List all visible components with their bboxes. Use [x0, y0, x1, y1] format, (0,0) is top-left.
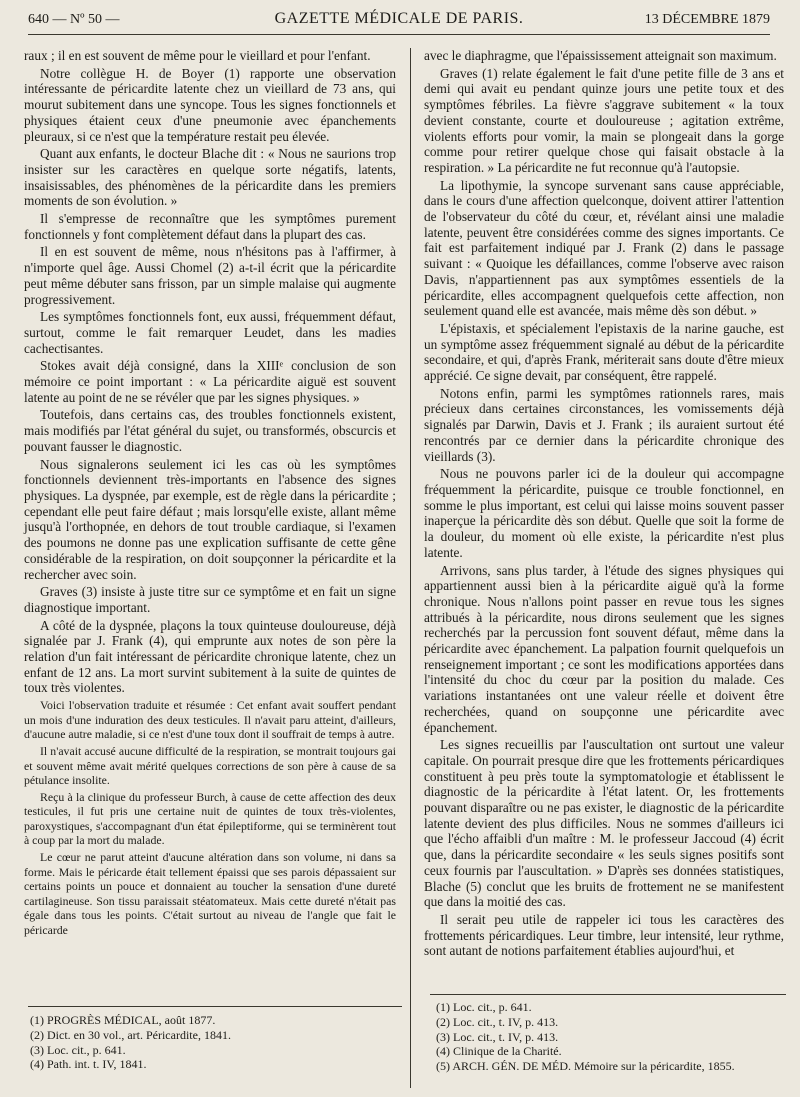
footnote-rule	[430, 994, 786, 995]
right-column	[424, 48, 784, 961]
paragraph: A côté de la dyspnée, plaçons la toux quinteuse douloureuse, déjà signalée par J. Frank (4), qui emprunte aux notes de son père la relation d'un fait intéressant de péricardite chronique latente, chez un enfant de 12 ans. La mort survint subitement à la suite de quintes de toux très violentes.	[24, 617, 396, 696]
paragraph: L'épistaxis, et spécialement l'epistaxis de la narine gauche, est un symptôme assez fréquemment signalé au début de la péricardite secondaire, et qui, d'après Frank, mériterait sans doute d'être mieux apprécié. Ce signe devait, par conséquent, être rappelé.	[424, 320, 784, 384]
paragraph: La lipothymie, la syncope survenant sans cause appréciable, dans le cours d'une affection quelconque, doivent attirer l'attention de l'observateur du côté du cœur, et, révélant ainsi une maladie latente, peuvent être considérées comme des signes importants. Ce fait est parfaitement indiqué par J. Frank (2) dans le passage suivant : « Quoique les défaillances, comme l'observe avec raison Davis, n'appartiennent pas aux symptômes essentiels de la péricardite, elles accompagnent quelquefois cette affection, non seulement quand elle est avancée, mais même dès son début. »	[424, 177, 784, 319]
paragraph: Nous signalerons seulement ici les cas où les symptômes fonctionnels deviennent très-importants en l'absence des signes physiques. La dyspnée, par exemple, est de règle dans la péricardite ; cependant elle peut faire défaut ; mais lorsqu'elle existe, allant même jusqu'à l'orthopnée, en dehors de tout trouble cardiaque, si l'examen des poumons ne donne pas une explication suffisante de cette gêne considérable de la respiration, on doit soupçonner la péricardite et la rechercher avec soin.	[24, 456, 396, 582]
paragraph: Notons enfin, parmi les symptômes rationnels rares, mais précieux dans certaines circonstances, les vomissements déjà signalés par Darwin, Davis et J. Frank ; ils auraient surtout été rencontrés par ce dernier dans la péricardite chronique des vieillards (3).	[424, 385, 784, 464]
paragraph: Arrivons, sans plus tarder, à l'étude des signes physiques qui appartiennent aussi bien à la péricardite aiguë qu'à la forme chronique. Nous n'allons point passer en revue tous les signes attribués à la péricardite, nous dirons seulement que les signes recherchés par la percussion font souvent défaut, même dans la péricardite avec épanchement. La palpation fournit quelquefois un renseignement important ; ce sont les modifications apportées dans l'intensité du choc du cœur par la position du malade. Ces variations instantanées ont une valeur réelle et doivent être recherchées, quand on soupçonne une péricardite avec épanchement.	[424, 562, 784, 735]
paragraph: raux ; il en est souvent de même pour le vieillard et pour l'enfant.	[24, 48, 371, 63]
paragraph: Graves (1) relate également le fait d'une petite fille de 3 ans et demi qui avait eu pendant quinze jours une petite toux et des symptômes fébriles. La fièvre s'aggrave subitement « la toux devient constante, courte et douloureuse ; agitation extrême, violents efforts pour vomir, la main se plongeait dans la gorge comme pour retirer quelque chose qui faisait obstacle à la respiration. » La péricardite ne fut reconnue qu'à l'autopsie.	[424, 65, 784, 175]
paragraph: Il serait peu utile de rappeler ici tous les caractères des frottements péricardiques. Leur timbre, leur intensité, leur rythme, sont autant de notions parfaitement établies aujourd'hui, et	[424, 911, 784, 959]
footnote: (1) Loc. cit., p. 641.	[436, 1000, 532, 1014]
footnote-rule	[28, 1006, 402, 1007]
footnote: (3) Loc. cit., p. 641.	[30, 1042, 126, 1057]
footnote: (3) Loc. cit., t. IV, p. 413.	[436, 1029, 559, 1044]
page-number: 640 — Nº 50 —	[28, 12, 120, 27]
column-divider	[410, 48, 411, 1088]
journal-title: GAZETTE MÉDICALE DE PARIS.	[274, 10, 524, 27]
footnote: (4) Path. int. t. IV, 1841.	[30, 1057, 147, 1072]
paragraph: Toutefois, dans certains cas, des troubles fonctionnels existent, mais modifiés par l'état général du sujet, ou transformés, obscurcis et pouvant fausser le diagnostic.	[24, 407, 396, 454]
observation-paragraph: Reçu à la clinique du professeur Burch, à cause de cette affection des deux testicules, il fut pris une certaine nuit de quintes de toux très-violentes, paroxystiques, s'accompagnant d'un état épileptiforme, qui se terminèrent tout à coup par la mort du malade.	[24, 789, 396, 848]
issue-date: 13 DÉCEMBRE 1879	[644, 12, 770, 27]
left-column	[24, 48, 396, 940]
paragraph: Il en est souvent de même, nous n'hésitons pas à l'affirmer, à n'importe quel âge. Aussi Chomel (2) a-t-il écrit que la péricardite peut même débuter sans frisson, par un simple malaise qui augmente progressivement.	[24, 244, 396, 307]
footnote: (1) PROGRÈS MÉDICAL, août 1877.	[30, 1013, 216, 1027]
paragraph: Stokes avait déjà consigné, dans la XIIIᵉ conclusion de son mémoire ce point important : « La péricardite aiguë est souvent latente au point de ne se révéler que par les signes physiques. »	[24, 358, 396, 405]
paragraph: Les signes recueillis par l'auscultation ont surtout une valeur capitale. On pourrait presque dire que les frottements péricardiques constituent à peu près toute la symptomatologie et établissent le diagnostic de la péricardite à l'état latent. Or, les frottements pouvant disparaître ou ne pas exister, le diagnostic de la péricardite latente devient des plus difficiles. Nous ne sommes d'ailleurs ici que l'écho affaibli d'un maître : M. le professeur Jaccoud (4) écrit que, dans la péricardite secondaire « les seuls signes positifs sont ceux fournis par l'auscultation. » D'après ses données statistiques, Blache (5) conclut que les bruits de frottement ne se manifestent que dans la moitié des cas.	[424, 737, 784, 910]
footnote: (4) Clinique de la Charité.	[436, 1044, 562, 1059]
observation-paragraph: Voici l'observation traduite et résumée : Cet enfant avait souffert pendant un mois d'une induration des deux testicules. Il n'avait paru atteint, d'ailleurs, d'aucune autre maladie, si ce n'est d'une toux dont il souffrait de temps à autre.	[24, 698, 396, 742]
paragraph: Il s'empresse de reconnaître que les symptômes purement fonctionnels y font complètement défaut dans la plupart des cas.	[24, 211, 396, 242]
paragraph: Les symptômes fonctionnels font, eux aussi, fréquemment défaut, surtout, comme le fait remarquer Leudet, dans les madies cachectisantes.	[24, 309, 396, 356]
footnote: (2) Dict. en 30 vol., art. Péricardite, 1841.	[30, 1027, 231, 1042]
paragraph: Notre collègue H. de Boyer (1) rapporte une observation intéressante de péricardite latente chez un vieillard de 73 ans, qui mourut subitement dans une syncope. Tous les signes fonctionnels et physiques étaient ceux d'une pneumonie avec épanchements pleuraux, si ce n'est que la température restait peu élevée.	[24, 65, 396, 144]
footnote: (5) ARCH. GÉN. DE MÉD. Mémoire sur la péricardite, 1855.	[436, 1059, 735, 1074]
left-footnotes	[30, 1013, 400, 1072]
page-header	[28, 4, 770, 35]
observation-paragraph: Il n'avait accusé aucune difficulté de la respiration, se montrait toujours gai et souvent même avait mérité quelques corrections de son père à cause de sa pétulance insolite.	[24, 743, 396, 788]
paragraph: Graves (3) insiste à juste titre sur ce symptôme et en fait un signe diagnostique important.	[24, 584, 396, 615]
right-footnotes	[436, 1000, 786, 1074]
paragraph: Nous ne pouvons parler ici de la douleur qui accompagne fréquemment la péricardite, puisque ce trouble fonctionnel, en somme le plus important, est celui qui laisse moins souvent passer inaperçue la péricardite dès son début. Quelle que soit la forme de la douleur, du moment où elle existe, la péricardite n'est plus latente.	[424, 466, 784, 560]
paragraph: avec le diaphragme, que l'épaississement atteignait son maximum.	[424, 48, 777, 63]
paragraph: Quant aux enfants, le docteur Blache dit : « Nous ne saurions trop insister sur les caractères en quelque sorte négatifs, latents, insaisissables, des phénomènes de la péricardite dans les premiers moments de son évolution. »	[24, 146, 396, 209]
observation-paragraph: Le cœur ne parut atteint d'aucune altération dans son volume, ni dans sa forme. Mais le péricarde était tellement épaissi que ses parois dépassaient sur certains points un pouce et donnaient au toucher la sensation d'une dureté cartilagineuse. Son tissu paraissait stéatomateux. Mais cette dureté n'était pas égale dans tous les points. C'était surtout au niveau de l'angle que fait le péricarde	[24, 850, 396, 938]
footnote: (2) Loc. cit., t. IV, p. 413.	[436, 1014, 559, 1029]
